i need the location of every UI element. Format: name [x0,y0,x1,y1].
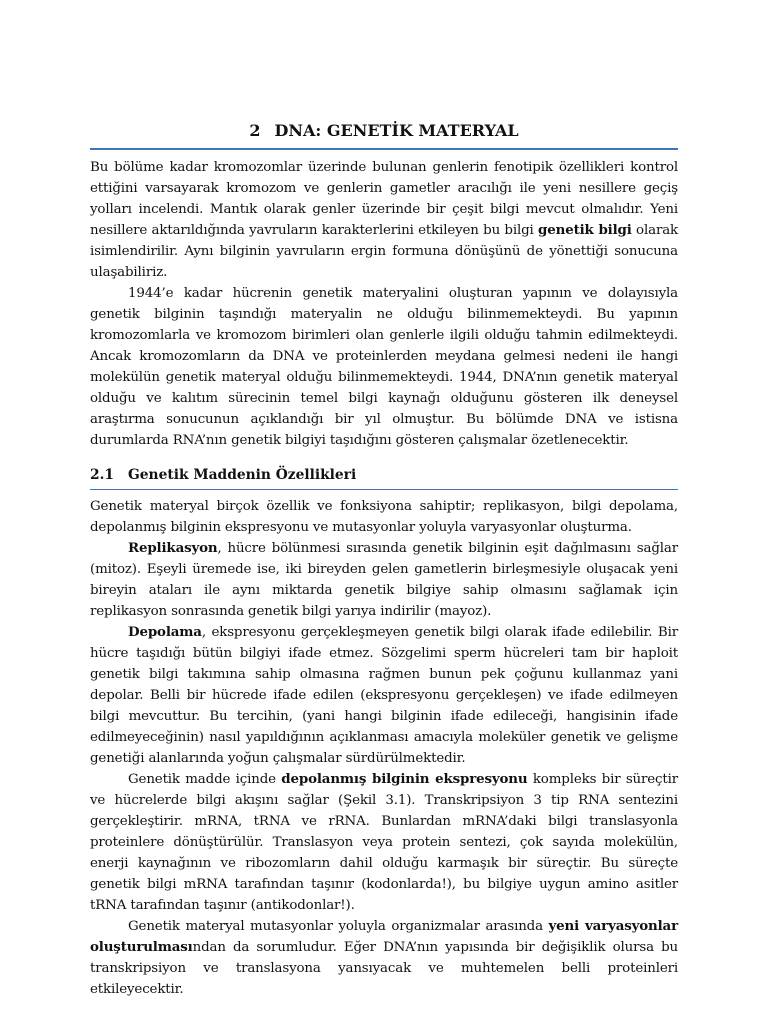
ekspresyon-pre: Genetik madde içinde [128,772,282,787]
chapter-title: DNA: GENETİK MATERYAL [274,121,519,140]
ekspresyon-text: kompleks bir süreçtir ve hücrelerde bilgi akışını sağlar (Şekil 3.1). Transkripsiyon 3 tip RNA sentezini gerçekleştirir. mRNA, tRNA ve rRNA. Bunlardan mRNA’daki bilgi translasyonla proteinlere dönüştürülür. Translasyon veya protein sentezi, çok sayıda molekülün, enerji kaynağının ve ribozomların dahil olduğu karmaşık bir süreçtir. Bu süreçte genetik bilgi mRNA tarafından taşınır (kodonlarda!), bu bilgiye uygun amino asitler tRNA tarafından taşınır (antikodonlar!). [90,772,679,913]
depolama-paragraph [90,622,678,769]
intro-paragraph-1 [90,157,678,283]
mutasyon-pre: Genetik materyal mutasyonlar yoluyla organizmalar arasında [128,919,549,934]
chapter-heading [90,118,678,150]
intro-p1-text-1: Bu bölüme kadar kromozomlar üzerinde bulunan genlerin fenotipik özellikleri kontrol ettiğini varsayarak kromozom ve genlerin gametler aracılığı ile yeni nesillere geçiş yolları incelendi. Mantık olarak genler üzerinde bir çeşit bilgi mevcut olmalıdır. Yeni nesillere aktarıldığında yavruların karakterlerini etkileyen bu bilgi [90,160,678,238]
replikasyon-term: Replikasyon [128,540,218,556]
mutasyon-paragraph [90,916,678,1000]
section-heading [90,463,678,490]
chapter-number: 2 [249,121,261,140]
depolama-text: , ekspresyonu gerçekleşmeyen genetik bilgi olarak ifade edilebilir. Bir hücre taşıdığı bütün bilgiyi ifade etmez. Sözgelimi sperm hücreleri tam bir haploit genetik bilgi takımına sahip olmasına rağmen bunun pek çoğunu kullanmaz yani depolar. Belli bir hücrede ifade edilen (ekspresyonu gerçekleşen) ve ifade edilmeyen bilgi mevcuttur. Bu tercihin, (yani hangi bilginin ifade edileceği, hangisinin ifade edilmeyeceğinin) nasıl yapıldığının açıklanması amacıyla moleküler genetik ve gelişme genetiği alanlarında yoğun çalışmalar sürdürülmektedir. [90,625,678,766]
section-paragraph-1: Genetik materyal birçok özellik ve fonksiyona sahiptir; replikasyon, bilgi depolama, depolanmış bilginin ekspresyonu ve mutasyonlar yoluyla varyasyonlar oluşturma. [90,499,678,535]
intro-p1-text-2: olarak isimlendirilir. Aynı bilginin yavruların ergin formuna dönüşünü de yönettiği sonucuna ulaşabiliriz. [90,223,678,280]
section-number: 2.1 [90,467,115,483]
mutasyon-term: yeni varyasyonlar oluşturulması [90,918,678,955]
section-title: Genetik Maddenin Özellikleri [128,467,357,483]
depolama-term: Depolama [128,624,202,640]
replikasyon-paragraph [90,538,678,622]
mutasyon-text: ndan da sorumludur. Eğer DNA’nın yapısında bir değişiklik olursa bu transkripsiyon ve translasyona yansıyacak ve muhtemelen belli proteinleri etkileyecektir. [90,940,678,997]
document-page [90,118,678,1000]
intro-paragraph-2: 1944’e kadar hücrenin genetik materyalini oluşturan yapının ve dolayısıyla genetik bilginin taşındığı materyalin ne olduğu bilinmemekteydi. Bu yapının kromozomlarla ve kromozom birimleri olan genlerle ilgili olduğu tahmin edilmekteydi. Ancak kromozomların da DNA ve proteinlerden meydana gelmesi nedeni ile hangi molekülün genetik materyal olduğu bilinmemekteydi. 1944, DNA’nın genetik materyal olduğu ve kalıtım sürecinin temel bilgi kaynağı olduğunu gösteren ilk deneysel araştırma sonucunun açıklandığı bir yıl olmuştur. Bu bölümde DNA ve istisna durumlarda RNA’nın genetik bilgiyi taşıdığını gösteren çalışmalar özetlenecektir. [90,286,678,448]
ekspresyon-term: depolanmış bilginin ekspresyonu [281,771,528,787]
ekspresyon-paragraph [90,769,678,916]
intro-p1-bold-term: genetik bilgi [538,222,632,238]
replikasyon-text: , hücre bölünmesi sırasında genetik bilginin eşit dağılmasını sağlar (mitoz). Eşeyli üremede ise, iki bireyden gelen gametlerin birleşmesiyle oluşacak yeni bireyin ataları ile aynı miktarda genetik bilgiye sahip olmasını sağlamak için replikasyon sonrasında genetik bilgi yarıya indirilir (mayoz). [90,541,678,619]
